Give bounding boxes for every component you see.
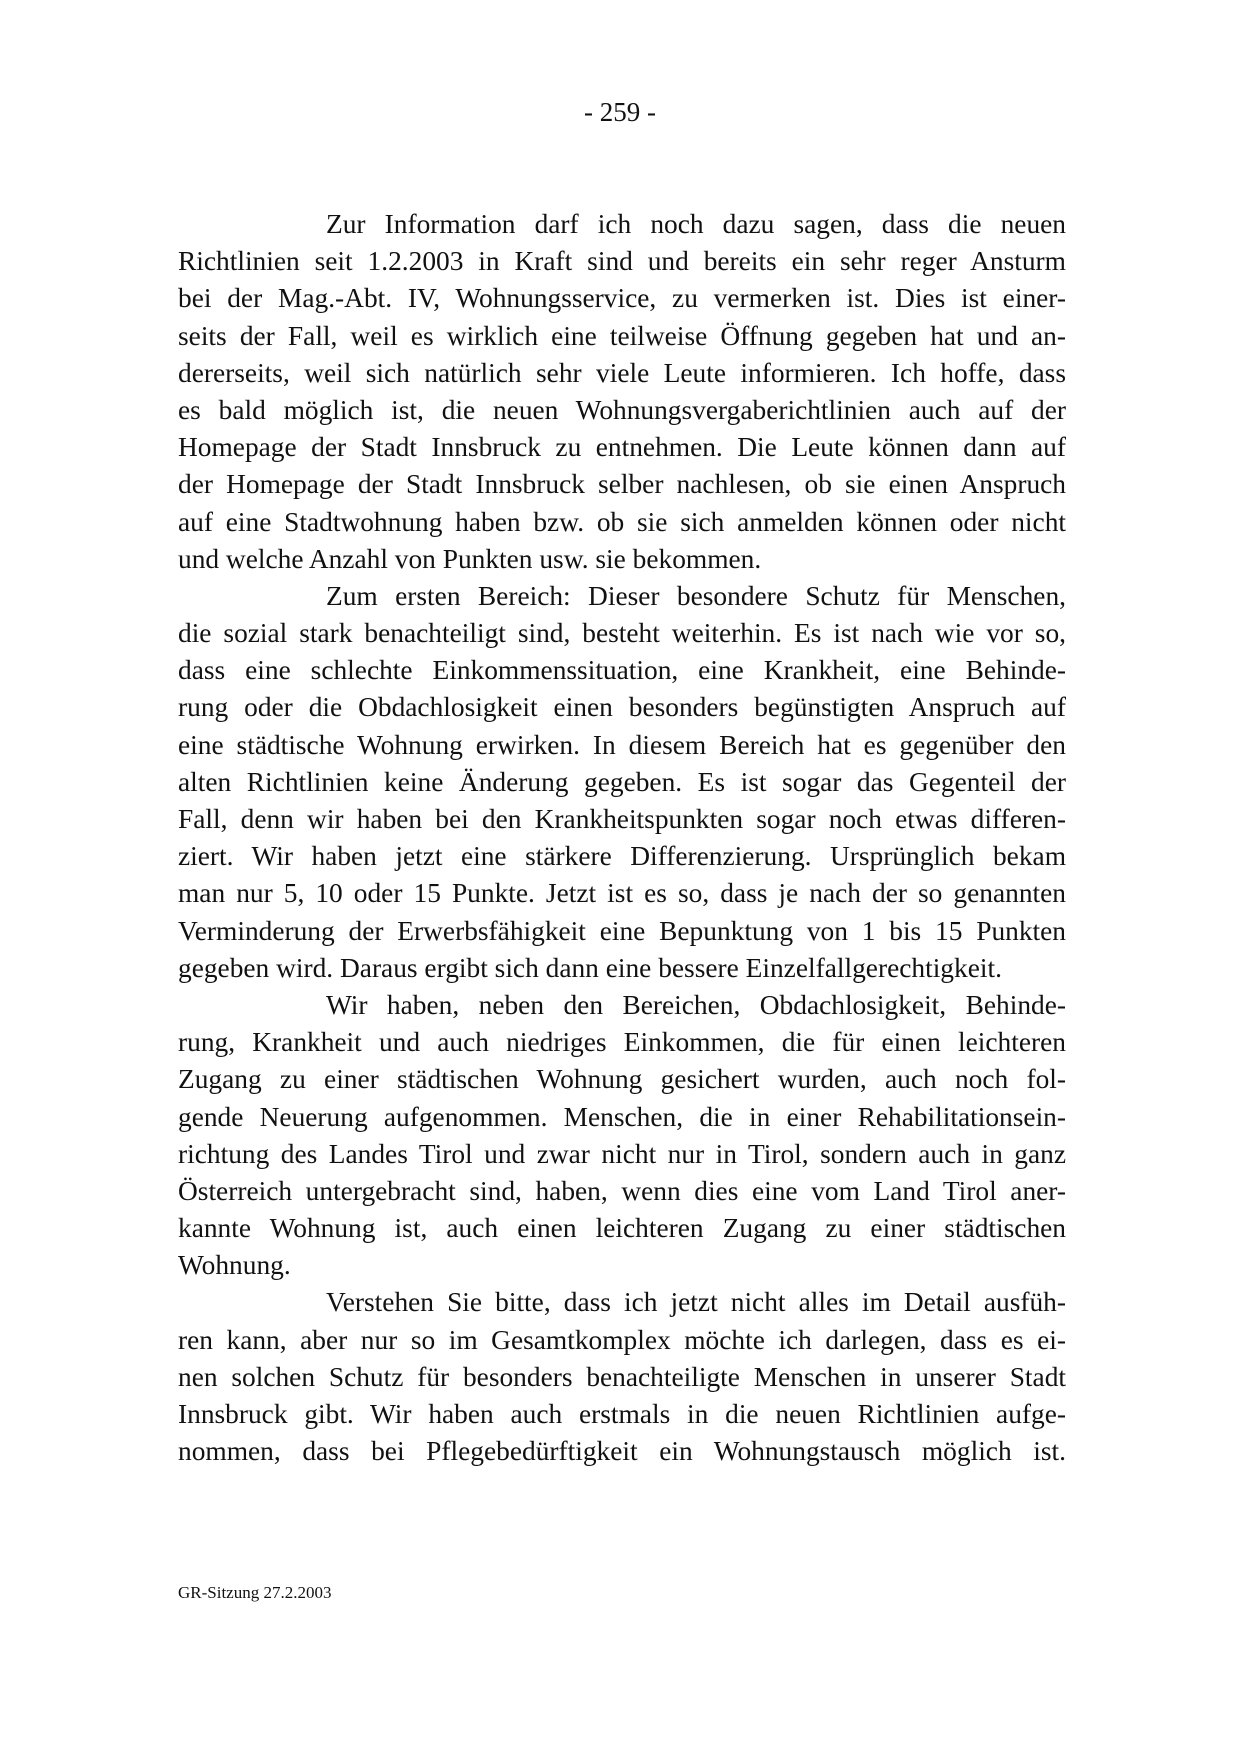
text-line: gende Neuerung aufgenommen. Menschen, die in einer Rehabilitationsein-	[178, 1101, 1066, 1132]
footer-session-date: GR-Sitzung 27.2.2003	[178, 1583, 332, 1602]
text-line: rung oder die Obdachlosigkeit einen besonders begünstigten Anspruch auf	[178, 692, 1066, 723]
text-line: gegeben wird. Daraus ergibt sich dann eine bessere Einzelfallgerechtigkeit.	[178, 952, 1002, 983]
paragraph	[178, 578, 1066, 987]
text-line: Fall, denn wir haben bei den Krankheitspunkten sogar noch etwas differen-	[178, 804, 1066, 834]
text-line: und welche Anzahl von Punkten usw. sie bekommen.	[178, 543, 762, 574]
text-line: Homepage der Stadt Innsbruck zu entnehmen. Die Leute können dann auf	[178, 432, 1066, 463]
text-line: Innsbruck gibt. Wir haben auch erstmals in die neuen Richtlinien aufge-	[178, 1399, 1066, 1429]
text-line: der Homepage der Stadt Innsbruck selber nachlesen, ob sie einen Anspruch	[178, 469, 1066, 500]
text-line: ziert. Wir haben jetzt eine stärkere Differenzierung. Ursprünglich bekam	[178, 841, 1066, 872]
text-line: eine städtische Wohnung erwirken. In diesem Bereich hat es gegenüber den	[178, 729, 1066, 760]
text-line: kannte Wohnung ist, auch einen leichteren Zugang zu einer städtischen	[178, 1213, 1066, 1244]
text-line: Verminderung der Erwerbsfähigkeit eine Bepunktung von 1 bis 15 Punkten	[178, 915, 1066, 946]
text-line: Zum ersten Bereich: Dieser besondere Schutz für Menschen,	[326, 580, 1066, 611]
text-line: bei der Mag.-Abt. IV, Wohnungsservice, zu vermerken ist. Dies ist einer-	[178, 283, 1066, 314]
text-line: es bald möglich ist, die neuen Wohnungsvergaberichtlinien auch auf der	[178, 394, 1066, 425]
text-line: Richtlinien seit 1.2.2003 in Kraft sind und bereits ein sehr reger Ansturm	[178, 246, 1066, 277]
text-line: Zugang zu einer städtischen Wohnung gesichert wurden, auch noch fol-	[178, 1064, 1066, 1095]
text-line: dererseits, weil sich natürlich sehr viele Leute informieren. Ich hoffe, dass	[178, 357, 1066, 388]
text-line: richtung des Landes Tirol und zwar nicht nur in Tirol, sondern auch in ganz	[178, 1138, 1066, 1169]
text-line: auf eine Stadtwohnung haben bzw. ob sie sich anmelden können oder nicht	[178, 506, 1066, 537]
document-body	[178, 206, 1066, 1470]
text-line: seits der Fall, weil es wirklich eine teilweise Öffnung gegeben hat und an-	[178, 320, 1066, 351]
text-line: man nur 5, 10 oder 15 Punkte. Jetzt ist es so, dass je nach der so genannten	[178, 878, 1066, 909]
text-line: Wir haben, neben den Bereichen, Obdachlosigkeit, Behinde-	[326, 989, 1066, 1020]
text-line: Österreich untergebracht sind, haben, wenn dies eine vom Land Tirol aner-	[178, 1175, 1066, 1206]
paragraph	[178, 987, 1066, 1285]
page-number: - 259 -	[584, 97, 656, 127]
text-line: nen solchen Schutz für besonders benachteiligte Menschen in unserer Stadt	[178, 1361, 1066, 1392]
text-line: alten Richtlinien keine Änderung gegeben. Es ist sogar das Gegenteil der	[178, 766, 1066, 797]
paragraph	[178, 206, 1066, 578]
text-line: die sozial stark benachteiligt sind, besteht weiterhin. Es ist nach wie vor so,	[178, 618, 1066, 649]
text-line: nommen, dass bei Pflegebedürftigkeit ein Wohnungstausch möglich ist.	[178, 1436, 1066, 1467]
paragraph	[178, 1284, 1066, 1470]
text-line: ren kann, aber nur so im Gesamtkomplex möchte ich darlegen, dass es ei-	[178, 1324, 1066, 1355]
text-line: dass eine schlechte Einkommenssituation, eine Krankheit, eine Behinde-	[178, 655, 1066, 686]
text-line: Verstehen Sie bitte, dass ich jetzt nicht alles im Detail ausfüh-	[326, 1287, 1066, 1318]
text-line: Wohnung.	[178, 1250, 291, 1281]
text-line: rung, Krankheit und auch niedriges Einkommen, die für einen leichteren	[178, 1027, 1066, 1058]
text-line: Zur Information darf ich noch dazu sagen, dass die neuen	[326, 209, 1066, 239]
